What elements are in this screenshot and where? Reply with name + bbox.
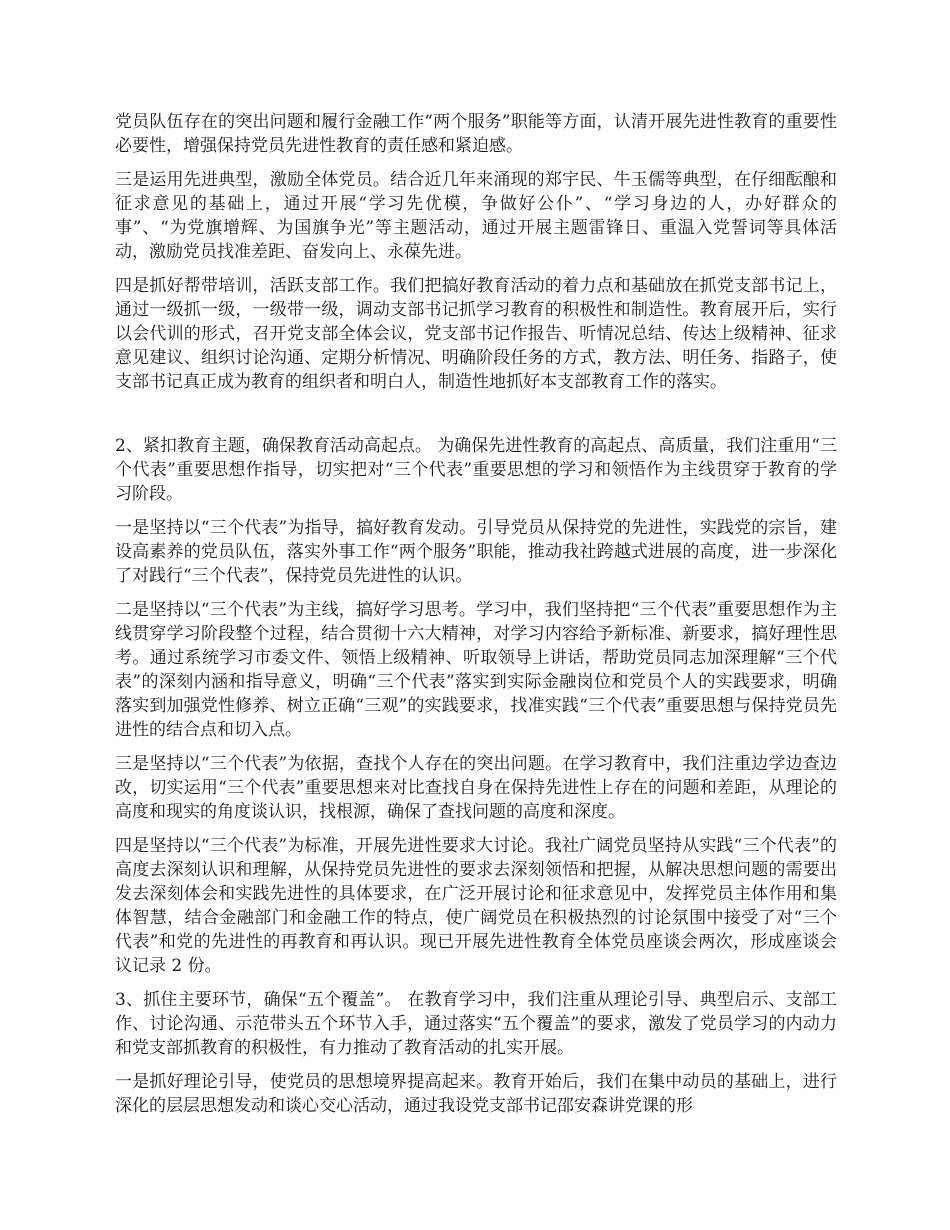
paragraph: 党员队伍存在的突出问题和履行金融工作“两个服务”职能等方面，认清开展先进性教育的重要性必要性，增强保持党员先进性教育的责任感和紧迫感。 bbox=[115, 112, 837, 156]
paragraph: 三是运用先进典型，激励全体党员。结合近几年来涌现的郑宇民、牛玉儒等典型，在仔细酝酿和征求意见的基础上，通过开展“学习先优模，争做好公仆”、“学习身边的人，办好群众的事”、“为党旗增辉、为国旗争光”等主题活动，通过开展主题雷锋日、重温入党誓词等具体活动，激励党员找准差距、奋发向上、永葆先进。 bbox=[115, 170, 837, 262]
document-body bbox=[115, 110, 837, 1128]
section-heading-paragraph: 3、抓住主要环节，确保“五个覆盖”。 在教育学习中，我们注重从理论引导、典型启示、支部工作、讨论沟通、示范带头五个环节入手，通过落实“五个覆盖”的要求，激发了党员学习的内动力和党支部抓教育的积极性，有力推动了教育活动的扎实开展。 bbox=[115, 990, 837, 1058]
paragraph: 二是坚持以“三个代表”为主线，搞好学习思考。学习中，我们坚持把“三个代表”重要思想作为主线贯穿学习阶段整个过程，结合贯彻十六大精神，对学习内容给予新标准、新要求，搞好理性思考。通过系统学习市委文件、领悟上级精神、听取领导上讲话，帮助党员同志加深理解“三个代表”的深刻内涵和指导意义，明确“三个代表”落实到实际金融岗位和党员个人的实践要求，明确落实到加强党性修养、树立正确“三观”的实践要求，找准实践“三个代表”重要思想与保持党员先进性的结合点和切入点。 bbox=[115, 600, 837, 740]
paragraph: 四是坚持以“三个代表”为标准，开展先进性要求大讨论。我社广阔党员坚持从实践“三个代表”的高度去深刻认识和理解，从保持党员先进性的要求去深刻领悟和把握，从解决思想问题的需要出发去深刻体会和实践先进性的具体要求，在广泛开展讨论和征求意见中，发挥党员主体作用和集体智慧，结合金融部门和金融工作的特点，使广阔党员在积极热烈的讨论氛围中接受了对“三个代表”和党的先进性的再教育和再认识。现已开展先进性教育全体党员座谈会两次，形成座谈会议记录 2 份。 bbox=[115, 836, 837, 976]
paragraph: 四是抓好帮带培训，活跃支部工作。我们把搞好教育活动的着力点和基础放在抓党支部书记上，通过一级抓一级，一级带一级，调动支部书记抓学习教育的积极性和制造性。教育展开后，实行以会代训的形式，召开党支部全体会议，党支部书记作报告、听情况总结、传达上级精神、征求意见建议、组织讨论沟通、定期分析情况、明确阶段任务的方式，教方法、明任务、指路子，使支部书记真正成为教育的组织者和明白人，制造性地抓好本支部教育工作的落实。 bbox=[115, 276, 837, 392]
paragraph: 一是坚持以“三个代表”为指导，搞好教育发动。引导党员从保持党的先进性，实践党的宗旨，建设高素养的党员队伍，落实外事工作“两个服务”职能，推动我社跨越式进展的高度，进一步深化了对践行“三个代表”，保持党员先进性的认识。 bbox=[115, 518, 837, 586]
paragraph: 一是抓好理论引导，使党员的思想境界提高起来。教育开始后，我们在集中动员的基础上，进行深化的层层思想发动和谈心交心活动，通过我设党支部书记邵安森讲党课的形 bbox=[115, 1072, 837, 1116]
paragraph: 三是坚持以“三个代表”为依据，查找个人存在的突出问题。在学习教育中，我们注重边学边查边改，切实运用“三个代表”重要思想来对比查找自身在保持先进性上存在的问题和差距，从理论的高度和现实的角度谈认识，找根源，确保了查找问题的高度和深度。 bbox=[115, 754, 837, 822]
section-heading-paragraph: 2、紧扣教育主题，确保教育活动高起点。 为确保先进性教育的高起点、高质量，我们注重用“三个代表”重要思想作指导，切实把对“三个代表”重要思想的学习和领悟作为主线贯穿于教育的学习阶段。 bbox=[115, 436, 837, 504]
